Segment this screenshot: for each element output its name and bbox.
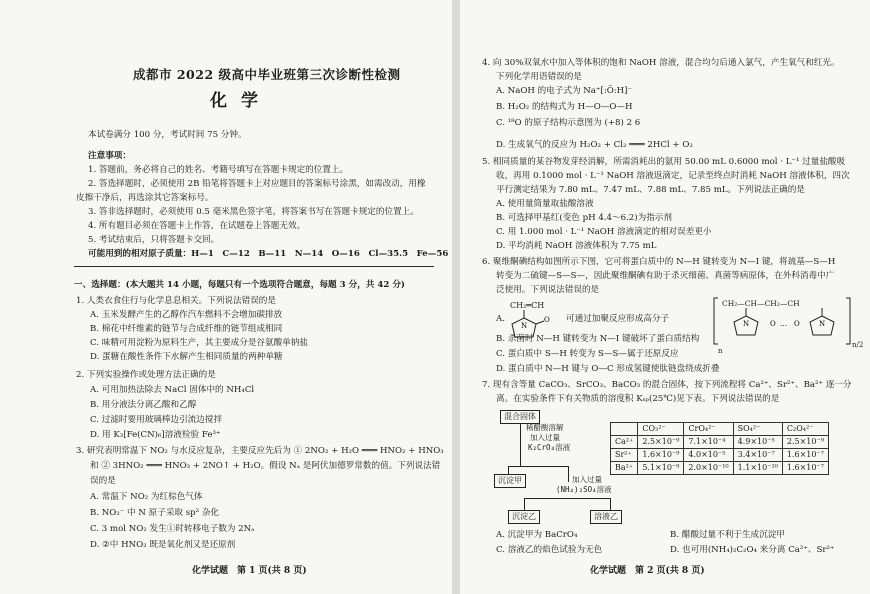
note-line: 1. 答题前，务必将自己的姓名、考籍号填写在答题卡规定的位置上。 [88,165,349,175]
question-5-stem: 收，再用 0.1000 mol · L⁻¹ NaOH 溶液返滴定，记录至终点时消耗 NaOH 溶液体积，四次 [496,171,850,181]
ksp-table [610,422,829,475]
flow-precipitate-a-box: 沉淀甲 [494,474,526,488]
question-4-option: B. H₂O₂ 的结构式为 H—O—O—H [496,102,633,112]
table-header-cell: SO₄²⁻ [733,423,782,436]
table-cell: Ca²⁺ [611,436,638,449]
flow-connector [610,498,611,510]
notes-heading: 注意事项： [88,151,131,161]
flow-connector [524,498,525,510]
table-row [611,436,829,449]
question-6-option-a-label: A. [496,314,505,324]
note-line: 2. 答选择题时，必须使用 2B 铅笔将答题卡上对应题目的答案标号涂黑，如需改动，用橡 [88,179,426,189]
table-cell: 1.6×10⁻⁹ [638,449,684,462]
flow-connector [568,466,569,482]
exam-intro: 本试卷满分 100 分，考试时间 75 分钟。 [88,130,247,140]
question-5-stem: 平行测定结果为 7.80 mL、7.47 mL、7.88 mL、7.85 mL。下列说法正确的是 [496,185,805,195]
svg-text:…: … [780,320,787,328]
table-row [611,462,829,475]
question-5-option: B. 可选择甲基红(变色 pH 4.4～6.2)为指示剂 [496,213,672,223]
table-header-cell: C₂O₄²⁻ [782,423,828,436]
question-3-stem: 误的是 [90,476,116,486]
question-6-stem: 6. 聚维酮碘结构如图所示下图，它可将蛋白质中的 N—H 键转变为 N—I 键，将巯基—S—H [482,257,836,267]
question-3-stem: 3. 研究表明常温下 NO₂ 与水反应复杂，主要反应先后为 ① 2NO₂ + H₂O ═══ HNO₂ + HNO₃ [76,446,444,456]
flow-step-label: (NH₄)₂SO₄溶液 [556,485,612,494]
question-1-option: A. 玉米发酵产生的乙醇作汽车燃料不会增加碳排放 [90,310,283,320]
section-heading: 一、选择题：(本大题共 14 小题，每题只有一个选项符合题意，每题 3 分，共 42 分) [74,280,405,290]
question-5-stem: 5. 相同质量的某谷物发芽经消解，所需消耗出的氨用 50.00 mL 0.6000 mol · L⁻¹ 过量盐酸吸 [482,157,846,167]
question-6-stem: 转变为二硫键—S—S—，因此聚维酮碘有助于杀灭细菌、真菌等病原体，在外科消毒中广 [496,271,835,281]
flow-step-label: 加入过量 [530,433,560,442]
question-4-option: D. 生成氧气的反应为 H₂O₂ + Cl₂ ═══ 2HCl + O₂ [496,140,693,150]
question-3-option: C. 3 mol NO₂ 发生①时转移电子数为 2Nₐ [90,524,255,534]
question-6-option-a: 可通过加聚反应形成高分子 [566,314,670,324]
table-cell: 1.1×10⁻¹⁰ [733,462,782,475]
table-cell: 5.1×10⁻⁹ [638,462,684,475]
question-2-option: B. 用分液法分离乙酸和乙醇 [90,400,197,410]
svg-text:N: N [521,322,528,330]
flow-step-label: 稀醋酸溶解 [526,423,564,432]
question-7-option: D. 也可用(NH₄)₂C₂O₄ 来分离 Ca²⁺、Sr²⁺ [670,545,835,555]
table-cell: 1.6×10⁻⁷ [782,462,828,475]
table-header-cell: CO₃²⁻ [638,423,684,436]
table-cell: Ba²⁺ [611,462,638,475]
question-4-stem: 下列化学用语错误的是 [496,72,582,82]
page-gutter [452,0,460,594]
question-6-option: D. 蛋白质中 N—H 键与 O—C 形成氢键使肽链盘绕成折叠 [496,364,720,374]
question-4-option: A. NaOH 的电子式为 Na⁺[:Ö:H]⁻ [496,86,633,96]
flow-precipitate-b-box: 沉淀乙 [508,510,540,524]
question-3-option: B. NO₂⁻ 中 N 原子采取 sp² 杂化 [90,508,220,518]
table-row [611,449,829,462]
question-4-option: C. ¹⁸O 的原子结构示意图为 (+8) 2 6 [496,118,641,128]
question-2-option: D. 用 K₃[Fe(CN)₆]溶液检验 Fe³⁺ [90,430,221,440]
question-2-option: C. 过滤时要用玻璃棒边引流边搅拌 [90,415,223,425]
note-line: 皮擦干净后，再选涂其它答案标号。 [76,193,214,203]
exam-page-2 [460,0,870,594]
table-header-cell [611,423,638,436]
table-header-row [611,423,829,436]
table-header-cell: CrO₄²⁻ [684,423,733,436]
table-cell: 2.0×10⁻¹⁰ [684,462,733,475]
question-6-option: C. 蛋白质中 S—H 转变为 S—S—属于还原反应 [496,349,679,359]
question-3-stem: 和 ② 3HNO₂ ═══ HNO₃ + 2NO↑ + H₂O。假设 Nₐ 是阿伏加德罗常数的值。下列说法错 [90,461,441,471]
polymer-structure-diagram [710,296,860,354]
svg-text:O: O [544,316,550,324]
question-5-option: D. 平均消耗 NaOH 溶液体积为 7.75 mL [496,241,657,251]
flow-step-label: 加入过量 [572,475,602,484]
table-cell: 2.5×10⁻⁹ [782,436,828,449]
question-2-option: A. 可用加热法除去 NaCl 固体中的 NH₄Cl [90,385,255,395]
table-cell: 2.5×10⁻⁹ [638,436,684,449]
question-7-stem: 离。在实验条件下有关物质的溶度积 Kₛₚ(25℃)见下表。下列说法错误的是 [496,394,780,404]
table-cell: Sr²⁺ [611,449,638,462]
note-line: 3. 答非选择题时，必须使用 0.5 毫米黑色签字笔，将答案书写在答题卡规定的位置上。 [88,207,419,217]
polymer-backbone-label: CH₂—CH—CH₂—CH [722,299,800,308]
flow-connector [508,466,509,474]
question-1-option: B. 棉花中纤维素的链节与合成纤维的链节组成相同 [90,324,283,334]
svg-text:O: O [770,320,776,328]
separator-rule [74,266,434,267]
exam-title: 成都市 2022 级高中毕业班第三次诊断性检测 [133,67,401,82]
table-cell: 4.0×10⁻⁵ [684,449,733,462]
page-footer: 化学试题 第 2 页(共 8 页) [590,566,705,576]
flow-connector [524,498,610,499]
polymer-subscript: n [718,347,723,355]
flow-connector [520,423,521,467]
flow-start-box: 混合固体 [500,410,540,424]
question-6-option: B. 杀菌时 N—H 键转变为 N—I 键破坏了蛋白质结构 [496,334,700,344]
question-1-option: C. 味精可用淀粉为原料生产，其主要成分是谷氨酸单钠盐 [90,338,308,348]
question-3-option: A. 常温下 NO₂ 为红棕色气体 [90,492,203,502]
note-line: 5. 考试结束后，只将答题卡交回。 [88,235,220,245]
question-7-stem: 7. 现有含等量 CaCO₃、SrCO₃、BaCO₃ 的混合固体，按下列流程将 Ca²⁺、Sr²⁺、Ba²⁺ 逐一分 [482,380,852,390]
flow-solution-b-box: 溶液乙 [590,510,622,524]
svg-text:O: O [794,320,800,328]
question-1-option: D. 蛋糖在酸性条件下水解产生相同质量的两种单糖 [90,352,283,362]
question-7-option: C. 溶液乙的焰色试验为无色 [496,545,603,555]
polymer-subscript: n/2 [852,341,864,349]
table-cell: 7.1×10⁻⁴ [684,436,733,449]
question-5-option: A. 使用量筒量取盐酸溶液 [496,199,594,209]
page-footer: 化学试题 第 1 页(共 8 页) [192,566,307,576]
note-line: 4. 所有题目必须在答题卡上作答，在试题卷上答题无效。 [88,221,306,231]
question-1-stem: 1. 人类衣食住行与化学息息相关。下列说法错误的是 [76,296,276,306]
flow-connector [508,466,568,467]
table-cell: 1.6×10⁻⁷ [782,449,828,462]
table-cell: 4.9×10⁻⁵ [733,436,782,449]
question-3-option: D. ②中 HNO₂ 既是氧化剂又是还原剂 [90,540,236,550]
question-4-stem: 4. 向 30%双氧水中加入等体积的饱和 NaOH 溶液，混合均匀后通入氯气，产生氧气和红光。 [482,58,840,68]
monomer-label: CH₂═CH [510,301,545,310]
table-cell: 3.4×10⁻⁷ [733,449,782,462]
question-6-stem: 泛使用。下列说法错误的是 [496,285,600,295]
subject-heading: 化学 [210,91,272,111]
question-7-option: A. 沉淀甲为 BaCrO₄ [496,530,578,540]
svg-text:N: N [819,320,826,328]
flow-step-label: K₂CrO₄溶液 [528,443,571,452]
svg-text:N: N [743,320,750,328]
atomic-masses: 可能用到的相对原子质量：H—1 C—12 B—11 N—14 O—16 Cl—35.5 Fe—56 [88,249,449,259]
question-7-option: B. 醋酸过量不利于生成沉淀甲 [670,530,785,540]
question-5-option: C. 用 1.000 mol · L⁻¹ NaOH 溶液滴定的相对误差更小 [496,227,712,237]
question-2-stem: 2. 下列实验操作或处理方法正确的是 [76,370,216,380]
